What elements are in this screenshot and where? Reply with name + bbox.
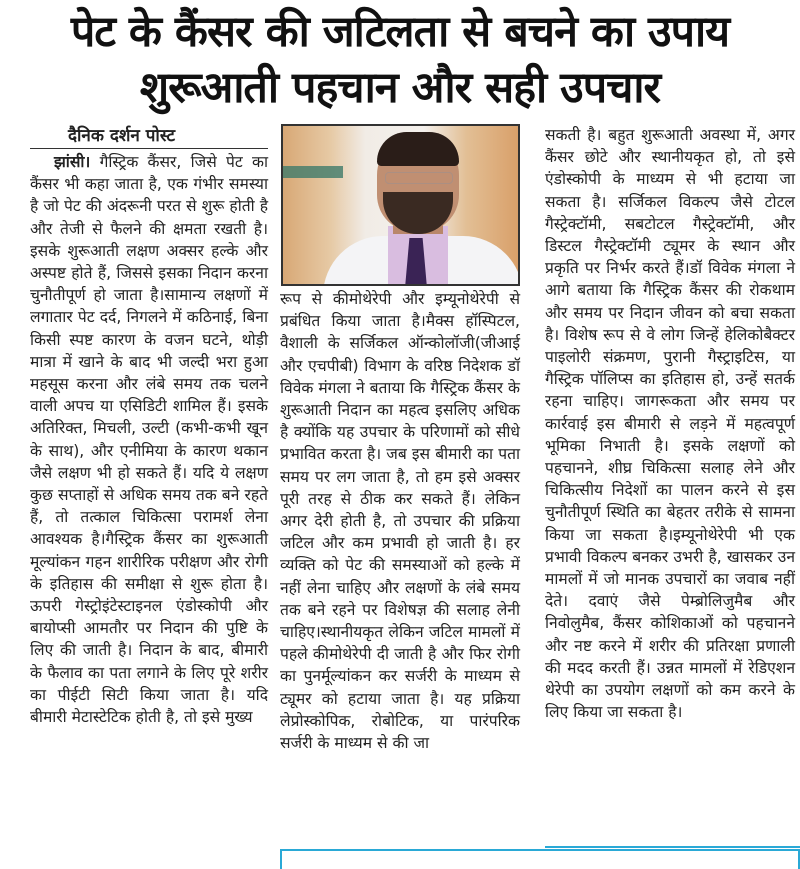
column-2-text: रूप से कीमोथेरेपी और इम्यूनोथेरेपी से प्रबंधित किया जाता है।मैक्स हॉस्पिटल, वैशाली के सर्जिकल ऑन्कोलॉजी(जीआई और एचपीबी) विभाग के वरिष्ठ निदेशक डॉ विवेक मंगला ने बताया कि गैस्ट्रिक कैंसर के शुरूआती निदान का महत्व इसलिए अधिक है क्योंकि यह उपचार के परिणामों को सीधे प्रभावित करता है। जब इस बीमारी का पता समय पर लग जाता है, तो हम इसे अक्सर पूरी तरह से ठीक कर सकते हैं। लेकिन अगर देरी होती है, तो उपचार की प्रक्रिया जटिल और कम प्रभावी हो जाती है। हर व्यक्ति को पेट की समस्याओं को हल्के में नहीं लेना चाहिए और लक्षणों के लंबे समय तक बने रहने पर विशेषज्ञ की सलाह लेनी चाहिए।स्थानीयकृत लेकिन जटिल मामलों में पहले कीमोथेरेपी दी जाती है और फिर रोगी का पुनर्मूल्यांकन कर सर्जरी के माध्यम से ट्यूमर को हटाया जाता है। यह प्रक्रिया लेप्रोस्कोपिक, रोबोटिक, या पारंपरिक सर्जरी के माध्यम से की जा [280,290,520,753]
bottom-divider [545,846,800,848]
column-3-text: सकती है। बहुत शुरूआती अवस्था में, अगर कैंसर छोटे और स्थानीयकृत हो, तो इसे एंडोस्कोपी के माध्यम से भी हटाया जा सकता है। सर्जिकल विकल्प जैसे टोटल गैस्ट्रेक्टॉमी, सबटोटल गैस्ट्रेक्टॉमी, और डिस्टल गैस्ट्रेक्टॉमी ट्यूमर के स्थान और प्रकृति पर निर्भर करते हैं।डॉ विवेक मंगला ने आगे बताया कि गैस्ट्रिक कैंसर की रोकथाम और समय पर निदान जीवन को बचा सकता है। विशेष रूप से वे लोग जिन्हें हेलिकोबैक्टर पाइलोरी संक्रमण, पुरानी गैस्ट्राइटिस, या गैस्ट्रिक पॉलिप्स का इतिहास हो, उन्हें सतर्क रहना चाहिए। जागरूकता और समय पर कार्रवाई इस बीमारी से लड़ने में महत्वपूर्ण भूमिका निभाती है। इसके लक्षणों को पहचानने, शीघ्र चिकित्सा सलाह लेने और चिकित्सीय निदेशों का पालन करने से इस चुनौतीपूर्ण स्थिति का बेहतर तरीके से सामना किया जा सकता है।इम्यूनोथेरेपी भी एक प्रभावी विकल्प बनकर उभरी है, खासकर उन मामलों में जो मानक उपचारों का जवाब नहीं देते। दवाएं जैसे पेम्ब्रोलिजुमैब और निवोलुमैब, कैंसर कोशिकाओं को पहचानने और नष्ट करने में शरीर की प्रतिरक्षा प्रणाली की मदद करती हैं। उन्नत मामलों में रेडिएशन थेरेपी का उपयोग लक्षणों को कम करने के लिए किया जा सकता है। [545,126,795,722]
next-article-box [280,849,800,869]
photo-background-detail [283,166,343,178]
photo-hair [377,132,459,166]
dateline: झांसी। [54,153,91,171]
article-column-2 [280,288,520,754]
article-column-3 [545,124,795,723]
doctor-photo [281,124,520,286]
byline: दैनिक दर्शन पोस्ट [30,124,268,149]
column-1-body [30,151,268,728]
article-column-1 [30,124,268,728]
photo-glasses [385,172,453,184]
headline-line-2: शुरूआती पहचान और सही उपचार [139,63,661,113]
column-1-text: गैस्ट्रिक कैंसर, जिसे पेट का कैंसर भी कहा जाता है, एक गंभीर समस्या है जो पेट की अंदरूनी परत से शुरू होती है और तेजी से फैलने की क्षमता रखती है। इसके शुरूआती लक्षण अक्सर हल्के और अस्पष्ट होते हैं, जिससे इसका निदान करना चुनौतीपूर्ण हो जाता है।सामान्य लक्षणों में लगातार पेट दर्द, निगलने में कठिनाई, बिना किसी स्पष्ट कारण के वजन घटने, थोड़ी मात्रा में खाने के बाद भी जल्दी भरा हुआ महसूस करना और लंबे समय तक चलने वाली अपच या एसिडिटी शामिल हैं। इसके अतिरिक्त, मिचली, उल्टी (कभी-कभी खून के साथ), और एनीमिया के कारण थकान जैसे लक्षण भी हो सकते हैं। यदि ये लक्षण कुछ सप्ताहों से अधिक समय तक बने रहते हैं, तो तत्काल चिकित्सा परामर्श लेना आवश्यक है।गैस्ट्रिक कैंसर का शुरूआती मूल्यांकन गहन शारीरिक परीक्षण और रोगी के इतिहास की समीक्षा से शुरू होता है। ऊपरी गेस्ट्रोइंटेस्टाइनल एंडोस्कोपी और बायोप्सी आमतौर पर निदान की पुष्टि के लिए की जाती है। निदान के बाद, बीमारी के फैलाव का पता लगाने के लिए पूरे शरीर का पीईटी सिटी किया जाता है। यदि बीमारी मेटास्टेटिक होती है, तो इसे मुख्य [30,153,268,727]
headline-line-1: पेट के कैंसर की जटिलता से बचने का उपाय [70,7,730,57]
article-headline [0,4,800,116]
